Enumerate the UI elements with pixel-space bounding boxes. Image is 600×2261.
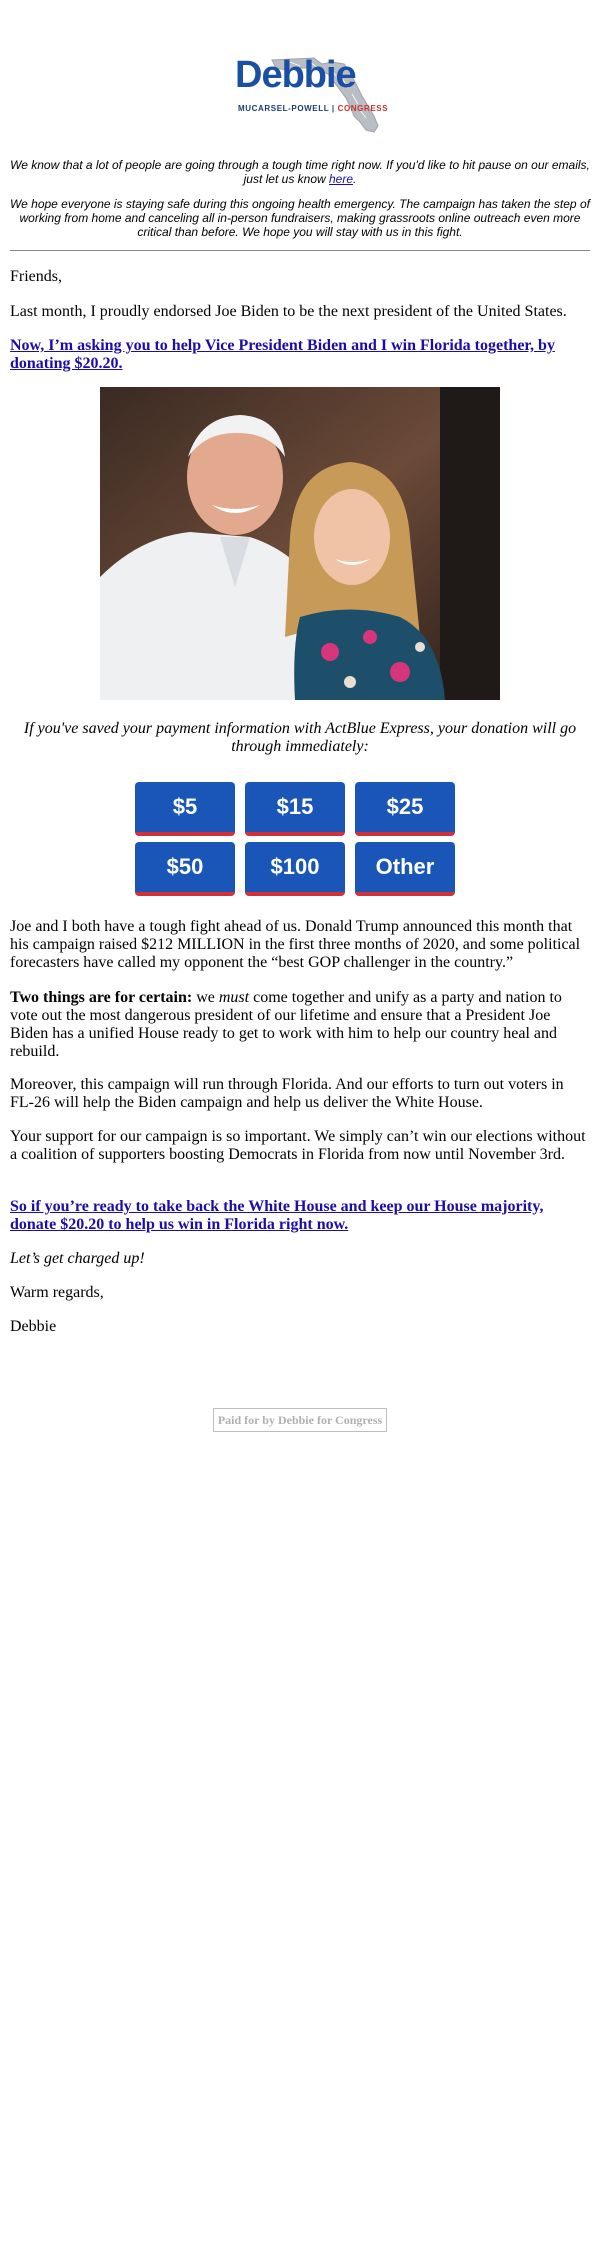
certain-text-b: come together and unify as a party and nation to vote out the most dangerous president of our lifetime and ensure that a President Joe Biden has a unified House ready to get to work with him to help our country heal and rebuild. bbox=[10, 989, 562, 1060]
logo-subtitle-name: MUCARSEL-POWELL bbox=[238, 104, 330, 113]
charged-line: Let’s get charged up! bbox=[10, 1250, 145, 1267]
donate-link-1-text[interactable]: Now, I’m asking you to help Vice President Biden and I win Florida together, by donating $20.20. bbox=[10, 337, 555, 372]
divider bbox=[10, 250, 590, 251]
logo-name: Debbie bbox=[235, 54, 356, 96]
pause-notice bbox=[10, 158, 590, 186]
donate-50-button[interactable]: $50 bbox=[135, 842, 235, 896]
pause-notice-end: . bbox=[353, 172, 357, 186]
certain-bold: Two things are for certain: bbox=[10, 989, 193, 1006]
donate-25-button[interactable]: $25 bbox=[355, 782, 455, 836]
pause-link[interactable]: here bbox=[329, 172, 354, 186]
donate-link-2-text[interactable]: So if you’re ready to take back the White House and keep our House majority, donate $20.20 to help us win in Florida right now. bbox=[10, 1198, 544, 1233]
photo-image bbox=[100, 387, 500, 700]
pause-notice-text: We know that a lot of people are going through a tough time right now. If you'd like to hit pause on our emails, just let us know bbox=[10, 158, 590, 186]
paragraph-endorsement: Last month, I proudly endorsed Joe Biden to be the next president of the United States. bbox=[10, 303, 567, 320]
donate-5-button[interactable]: $5 bbox=[135, 782, 235, 836]
regards: Warm regards, bbox=[10, 1284, 104, 1301]
logo-subtitle bbox=[238, 104, 388, 113]
campaign-logo bbox=[215, 54, 389, 134]
greeting: Friends, bbox=[10, 268, 62, 285]
donate-100-button[interactable]: $100 bbox=[245, 842, 345, 896]
certain-text-a: we bbox=[192, 989, 219, 1006]
paragraph-florida: Moreover, this campaign will run through Florida. And our efforts to turn out voters in FL-26 will help the Biden campaign and help us deliver the White House. bbox=[10, 1076, 564, 1111]
certain-emphasis: must bbox=[218, 989, 250, 1006]
signature: Debbie bbox=[10, 1318, 57, 1335]
paragraph-support: Your support for our campaign is so important. We simply can’t win our elections without a coalition of supporters boosting Democrats in Florida from now until November 3rd. bbox=[10, 1128, 586, 1163]
actblue-note: If you've saved your payment information with ActBlue Express, your donation will go through immediately: bbox=[23, 720, 577, 755]
donate-other-button[interactable]: Other bbox=[355, 842, 455, 896]
biden-photo bbox=[100, 387, 500, 700]
donate-15-button[interactable]: $15 bbox=[245, 782, 345, 836]
logo-subtitle-divider: | bbox=[331, 104, 335, 113]
paragraph-certain bbox=[10, 989, 590, 1061]
paragraph-fight: Joe and I both have a tough fight ahead of us. Donald Trump announced this month that his campaign raised $212 MILLION in the first three months of 2020, and some political forecasters have called my opponent the “best GOP challenger in the country.” bbox=[10, 918, 581, 971]
donate-link-2[interactable] bbox=[10, 1198, 590, 1234]
logo-subtitle-congress: CONGRESS bbox=[337, 104, 389, 113]
paid-for-disclaimer: Paid for by Debbie for Congress bbox=[213, 1408, 387, 1432]
health-notice: We hope everyone is staying safe during this ongoing health emergency. The campaign has taken the step of working from home and canceling all in-person fundraisers, making grassroots online outreach even more critical than before. We hope you will stay with us in this fight. bbox=[10, 197, 590, 239]
donate-link-1[interactable] bbox=[10, 337, 590, 373]
